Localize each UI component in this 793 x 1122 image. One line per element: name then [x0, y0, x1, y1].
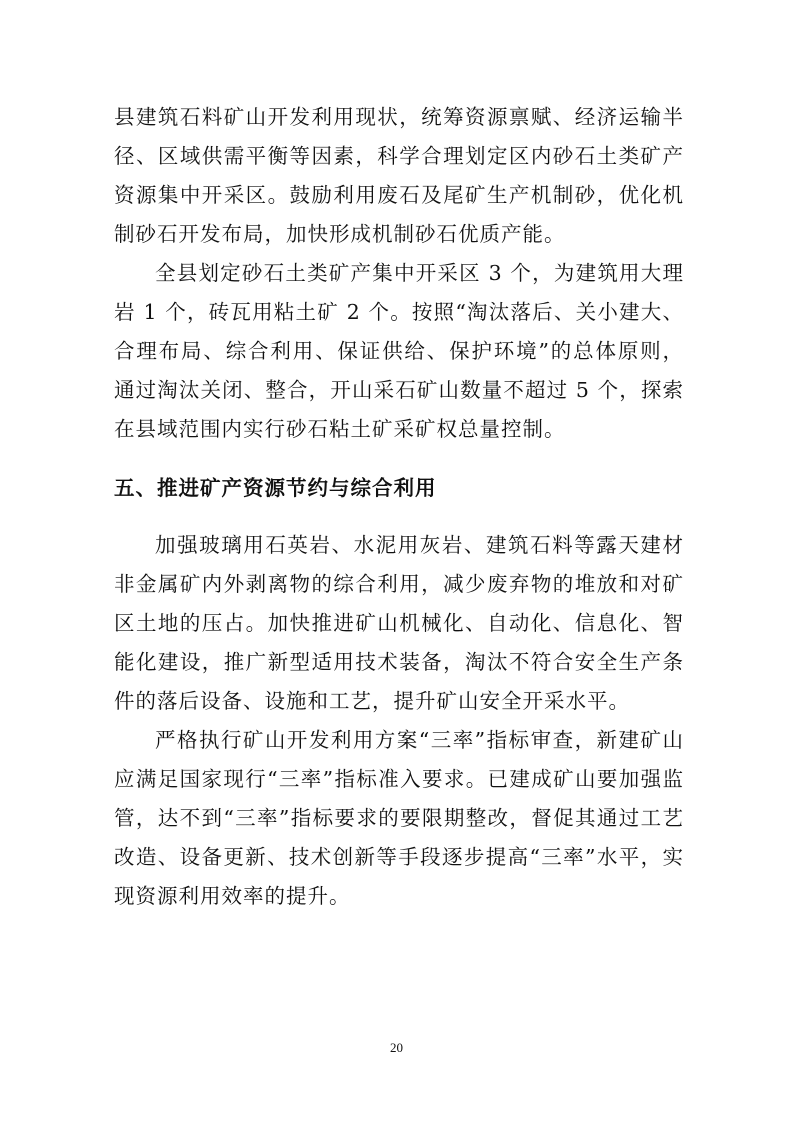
paragraph-1: 县建筑石料矿山开发利用现状，统筹资源禀赋、经济运输半径、区域供需平衡等因素，科学合理划定区内砂石土类矿产资源集中开采区。鼓励利用废石及尾矿生产机制砂，优化机制砂石开发布局，加快形成机制砂石优质产能。: [114, 105, 684, 246]
paragraph-3: 加强玻璃用石英岩、水泥用灰岩、建筑石料等露天建材非金属矿内外剥离物的综合利用，减少废弃物的堆放和对矿区土地的压占。加快推进矿山机械化、自动化、信息化、智能化建设，推广新型适用技术装备，淘汰不符合安全生产条件的落后设备、设施和工艺，提升矿山安全开采水平。: [114, 533, 684, 713]
paragraph-2: 全县划定砂石土类矿产集中开采区 3 个，为建筑用大理岩 1 个，砖瓦用粘土矿 2 个。按照“淘汰落后、关小建大、合理布局、综合利用、保证供给、保护环境”的总体原则，通过淘汰关闭、整合，开山采石矿山数量不超过 5 个，探索在县域范围内实行砂石粘土矿采矿权总量控制。: [114, 261, 684, 441]
paragraph-4: 严格执行矿山开发利用方案“三率”指标审查，新建矿山应满足国家现行“三率”指标准入要求。已建成矿山要加强监管，达不到“三率”指标要求的要限期整改，督促其通过工艺改造、设备更新、技术创新等手段逐步提高“三率”水平，实现资源利用效率的提升。: [114, 728, 684, 908]
body-text: [114, 98, 684, 916]
page-number: 20: [390, 1040, 403, 1055]
section-heading: 五、推进矿产资源节约与综合利用: [114, 476, 437, 500]
